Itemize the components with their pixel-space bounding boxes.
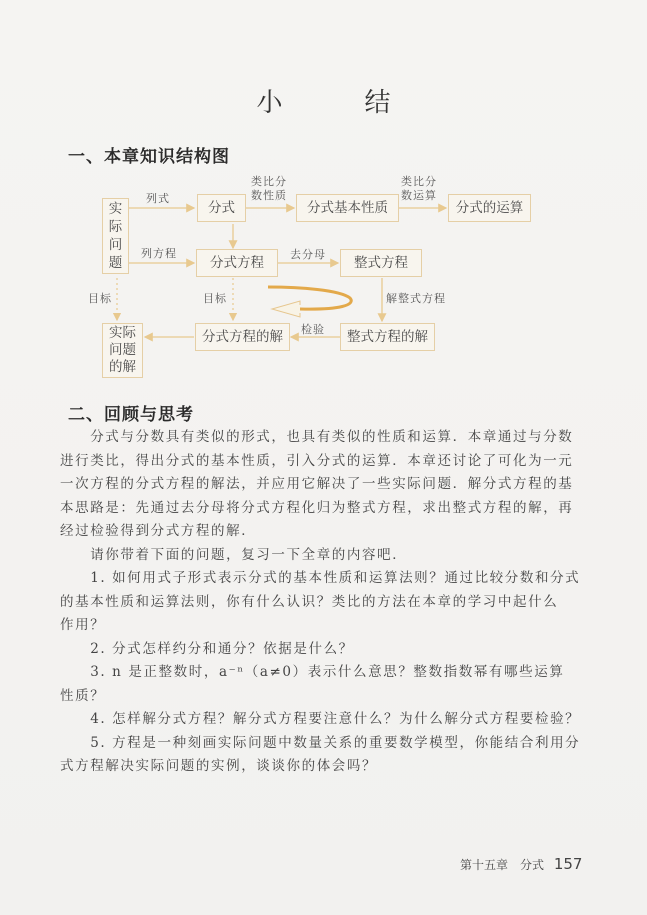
box-text: 的解 <box>109 359 136 375</box>
label-goal-mid: 目标 <box>203 292 227 305</box>
knowledge-structure-diagram <box>0 0 647 400</box>
label-list-expr: 列式 <box>146 192 170 205</box>
text-line: 4. 怎样解分式方程？解分式方程要注意什么？为什么解分式方程要检验？ <box>60 711 581 727</box>
label-analogy-operation <box>401 175 437 203</box>
section-heading-structure: 一、本章知识结构图 <box>68 147 230 167</box>
text-line: 3. n 是正整数时，a⁻ⁿ（a≠0）表示什么意思？整数指数幂有哪些运算 <box>60 664 565 680</box>
label-remove-denominator: 去分母 <box>290 248 326 261</box>
label-check: 检验 <box>301 323 325 336</box>
text-line: 请你带着下面的问题，复习一下全章的内容吧． <box>60 546 408 563</box>
text-line: 经过检验得到分式方程的解． <box>60 523 257 539</box>
box-fraction: 分式 <box>197 194 246 222</box>
text-line: 性质？ <box>60 687 106 704</box>
page-number: 157 <box>553 855 583 873</box>
label-list-equation: 列方程 <box>141 247 177 260</box>
box-integral-equation: 整式方程 <box>340 249 422 277</box>
text-line: 本思路是：先通过去分母将分式方程化归为整式方程，求出整式方程的解，再 <box>60 499 574 516</box>
section-heading-review: 二、回顾与思考 <box>68 405 194 425</box>
box-basic-property: 分式基本性质 <box>296 194 399 222</box>
box-text: 实际 <box>109 325 136 341</box>
text-line: 作用？ <box>60 617 106 633</box>
box-text: 题 <box>108 255 123 271</box>
label-line: 数性质 <box>251 189 287 202</box>
label-line: 数运算 <box>401 189 437 202</box>
box-text: 问题 <box>109 342 136 358</box>
text-line: 式方程解决实际问题的实例，谈谈你的体会吗？ <box>60 758 378 774</box>
box-real-problem <box>102 198 129 274</box>
text-line: 2. 分式怎样约分和通分？依据是什么？ <box>60 640 354 657</box>
box-real-solution <box>102 323 143 378</box>
box-fraction-solution: 分式方程的解 <box>195 323 290 351</box>
text-line: 的基本性质和运算法则，你有什么认识？类比的方法在本章的学习中起什么 <box>60 593 559 610</box>
text-line: 进行类比，得出分式的基本性质，引入分式的运算．本章还讨论了可化为一元 <box>60 452 574 469</box>
text-line: 分式与分数具有类似的形式，也具有类似的性质和运算．本章通过与分数 <box>60 429 574 445</box>
text-line: 5. 方程是一种刻画实际问题中数量关系的重要数学模型，你能结合利用分 <box>60 734 581 751</box>
box-operation: 分式的运算 <box>448 194 531 222</box>
text-line: 1. 如何用式子形式表示分式的基本性质和运算法则？通过比较分数和分式 <box>60 570 581 586</box>
label-analogy-property <box>251 175 287 203</box>
box-text: 实 <box>108 201 123 217</box>
label-solve-integral: 解整式方程 <box>386 292 446 305</box>
box-text: 问 <box>108 237 123 253</box>
curved-arrow <box>268 287 351 309</box>
label-line: 类比分 <box>401 175 437 188</box>
text-line: 一次方程的分式方程的解法，并应用它解决了一些实际问题．解分式方程的基 <box>60 476 574 492</box>
box-integral-solution: 整式方程的解 <box>340 323 435 351</box>
box-text: 际 <box>108 219 123 235</box>
label-goal-left: 目标 <box>88 292 112 305</box>
footer-chapter: 第十五章 分式 <box>460 858 545 872</box>
page-title: 小 结 <box>256 88 419 118</box>
page-footer <box>460 855 582 873</box>
label-line: 类比分 <box>251 175 287 188</box>
box-fraction-equation: 分式方程 <box>196 249 278 277</box>
